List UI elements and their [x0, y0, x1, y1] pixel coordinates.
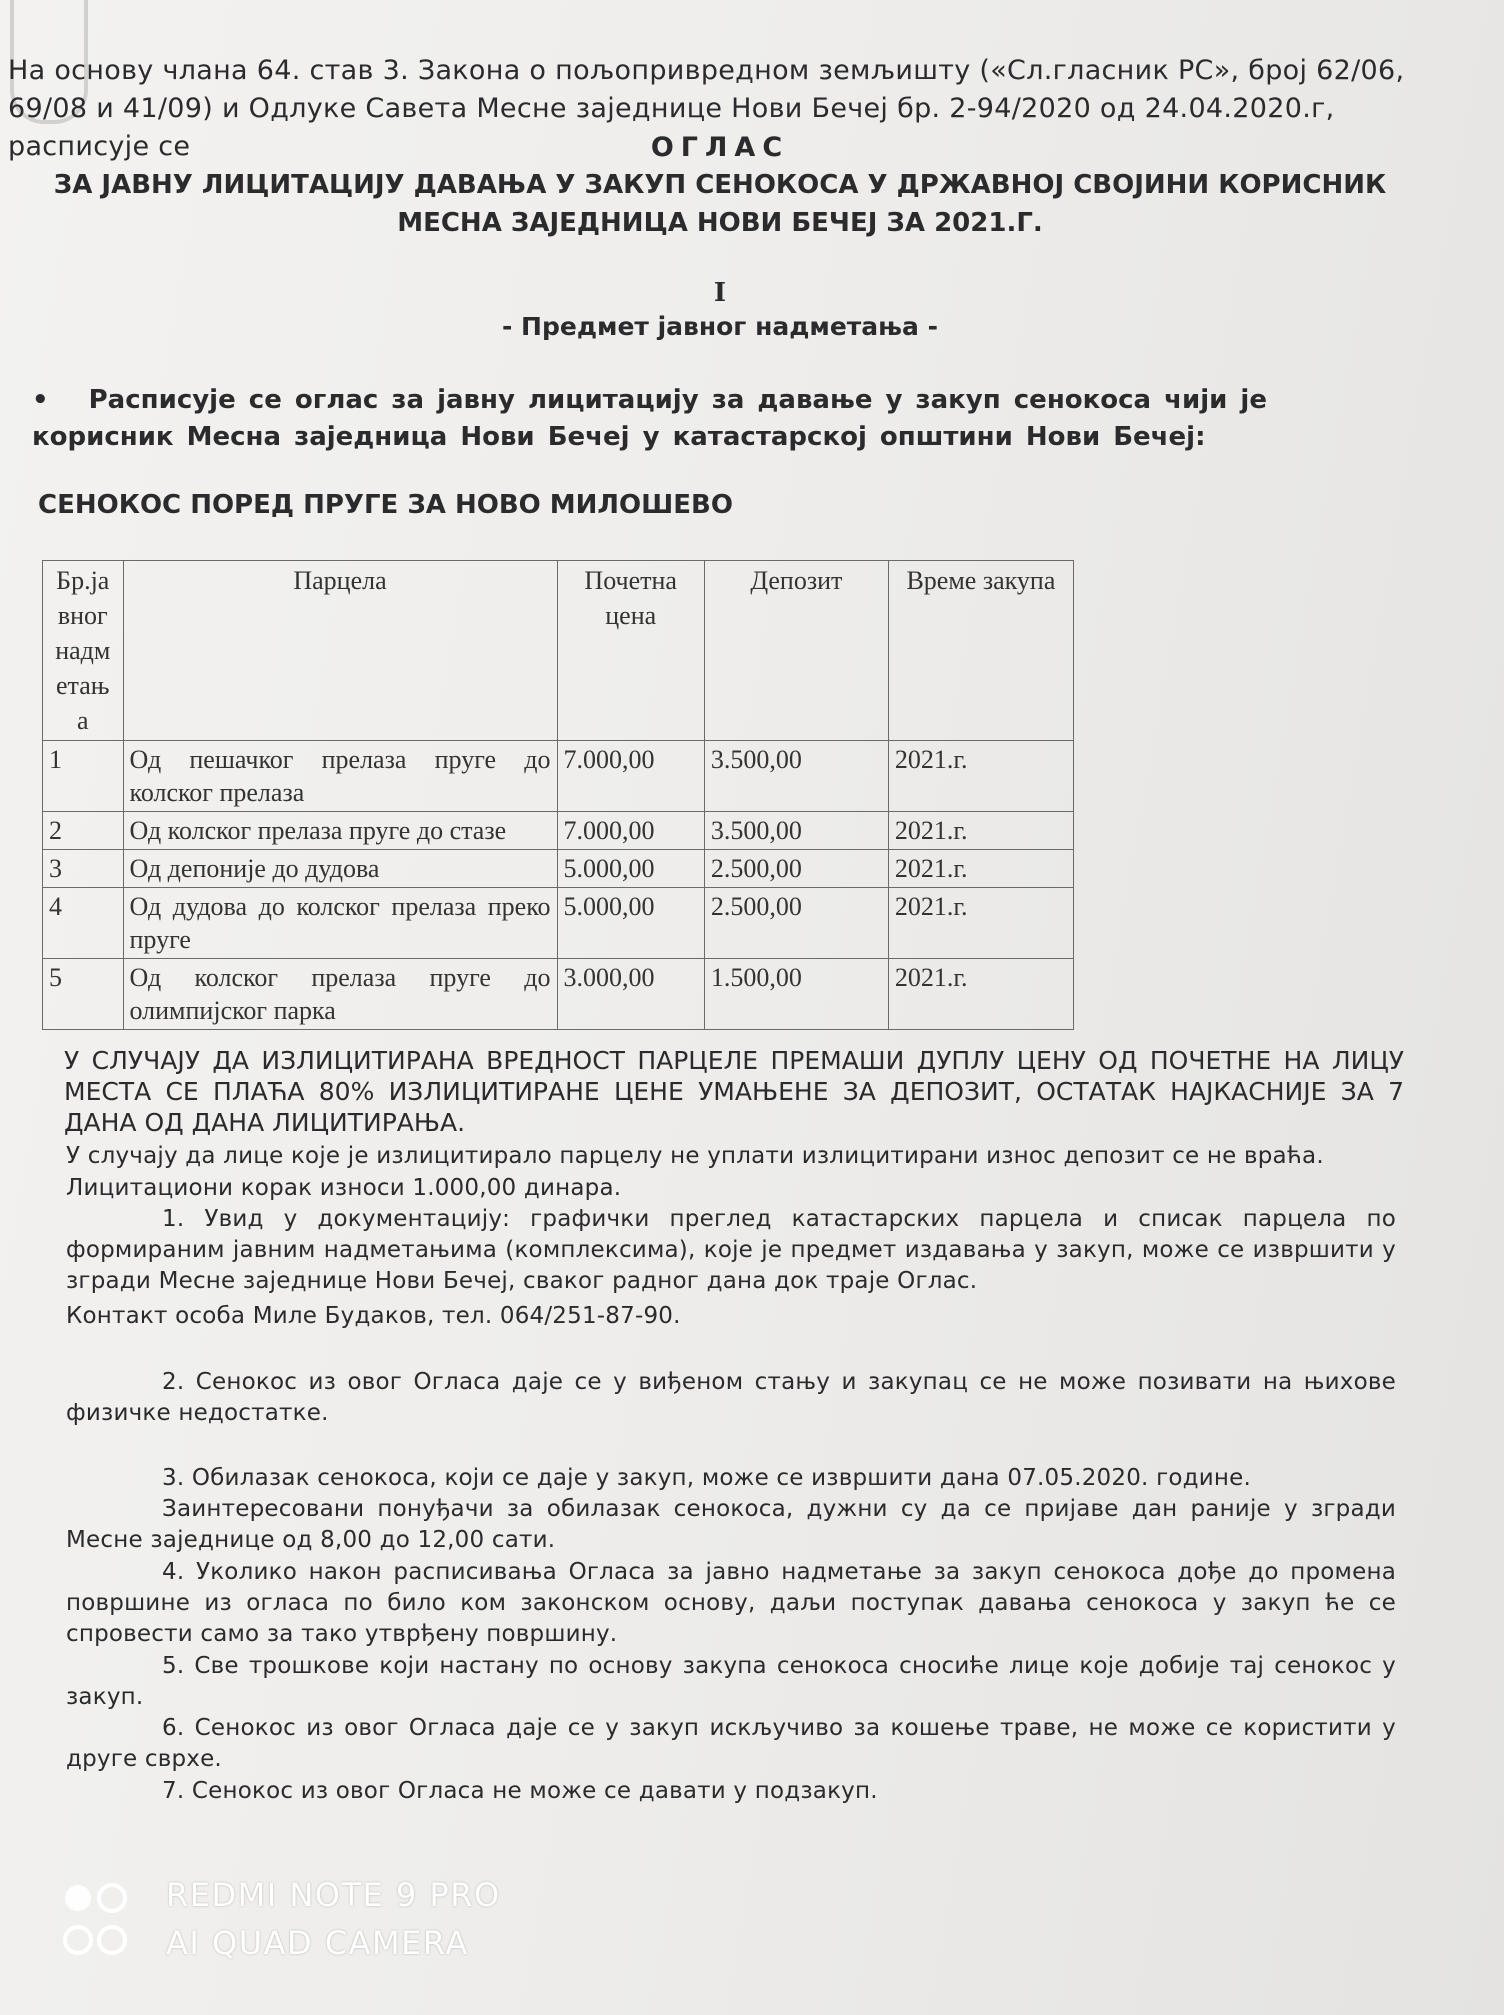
cell-parcel: Од колског прелаза пруге до стазе — [123, 812, 557, 850]
cell-number: 1 — [43, 741, 124, 812]
camera-lens-icon — [62, 1876, 134, 1972]
cell-parcel: Од колског прелаза пруге до олимпијског парка — [123, 959, 557, 1030]
intro-paragraph: На основу члана 64. став 3. Закона о пољопривредном земљишту («Сл.гласник РС», број 62/06, 69/08 и 41/09) и Одлуке Савета Месне заједнице Нови Бечеј бр. 2-94/2020 од 24.04.2020.г, расписује се — [8, 55, 1405, 162]
cell-parcel: Од пешачког прелаза пруге до колског прелаза — [123, 741, 557, 812]
table-row — [43, 741, 1074, 812]
cell-parcel: Од депоније до дудова — [123, 850, 557, 888]
item-4: 4. Уколико након расписивања Огласа за јавно надметање за закуп сенокоса дође до промена површине из огласа по било ком законском основу, даљи поступак давања сенокоса у закуп ће се спровести само за тако утврђену површину. — [66, 1559, 1396, 1647]
item-3: 3. Обилазак сенокоса, који се даје у закуп, може се извршити дана 07.05.2020. године. — [162, 1465, 1251, 1491]
cell-parcel: Од дудова до колског прелаза преко пруге — [123, 888, 557, 959]
cell-period: 2021.г. — [888, 888, 1073, 959]
section-number: I — [713, 278, 727, 308]
table-header-row — [43, 561, 1074, 741]
cell-price: 7.000,00 — [557, 812, 704, 850]
item-6: 6. Сенокос из овог Огласа даје се у закуп искључиво за кошење траве, не може се користити у друге сврхе. — [66, 1715, 1396, 1772]
header-period: Време закупа — [888, 561, 1073, 741]
cell-number: 3 — [43, 850, 124, 888]
document-title: ЗА ЈАВНУ ЛИЦИТАЦИЈУ ДАВАЊА У ЗАКУП СЕНОКОСА У ДРЖАВНОЈ СВОЈИНИ КОРИСНИК МЕСНА ЗАЈЕДНИЦА НОВИ БЕЧЕЈ ЗА 2021.Г. — [53, 170, 1387, 238]
cell-period: 2021.г. — [888, 741, 1073, 812]
document-heading: ОГЛАС — [650, 132, 790, 163]
cell-period: 2021.г. — [888, 959, 1073, 1030]
cell-deposit: 2.500,00 — [704, 850, 888, 888]
header-number: Бр.ја вног надм етањ а — [43, 561, 124, 741]
cell-deposit: 3.500,00 — [704, 741, 888, 812]
contact-line: Контакт особа Миле Будаков, тел. 064/251-87-90. — [66, 1303, 681, 1329]
table-row — [43, 812, 1074, 850]
header-parcel: Парцела — [123, 561, 557, 741]
cell-period: 2021.г. — [888, 812, 1073, 850]
step-note: Лицитациони корак износи 1.000,00 динара. — [66, 1175, 622, 1201]
cell-price: 5.000,00 — [557, 850, 704, 888]
header-price: Почетна цена — [557, 561, 704, 741]
item-2: 2. Сенокос из овог Огласа даје се у виђеном стању и закупац се не може позивати на њихове физичке недостатке. — [66, 1369, 1396, 1426]
caps-note: У СЛУЧАЈУ ДА ИЗЛИЦИТИРАНА ВРЕДНОСТ ПАРЦЕЛЕ ПРЕМАШИ ДУПЛУ ЦЕНУ ОД ПОЧЕТНЕ НА ЛИЦУ МЕСТА СЕ ПЛАЋА 80% ИЗЛИЦИТИРАНЕ ЦЕНЕ УМАЊЕНЕ ЗА ДЕПОЗИТ, ОСТАТАК НАЈКАСНИЈЕ ЗА 7 ДАНА ОД ДАНА ЛИЦИТИРАЊА. — [64, 1046, 1404, 1137]
cell-number: 2 — [43, 812, 124, 850]
table-row — [43, 850, 1074, 888]
cell-deposit: 3.500,00 — [704, 812, 888, 850]
section-title: - Предмет јавног надметања - — [501, 312, 939, 341]
cell-period: 2021.г. — [888, 850, 1073, 888]
cell-price: 5.000,00 — [557, 888, 704, 959]
header-deposit: Депозит — [704, 561, 888, 741]
item-3-details: Заинтересовани понуђачи за обилазак сенокоса, дужни су да се пријаве дан раније у згради Месне заједнице од 8,00 до 12,00 сати. — [66, 1496, 1396, 1553]
bullet-paragraph — [32, 382, 1412, 456]
lot-heading: СЕНОКОС ПОРЕД ПРУГЕ ЗА НОВО МИЛОШЕВО — [38, 490, 733, 520]
bullet-paragraph-text: Расписује се оглас за јавну лицитацију за давање у закуп сенокоса чији је корисник Месна заједница Нови Бечеј у катастарској општини Нови Бечеј: — [32, 385, 1267, 452]
lots-table — [42, 560, 1074, 1030]
watermark-model: REDMI NOTE 9 PRO — [166, 1876, 501, 1914]
table-row — [43, 959, 1074, 1030]
cell-deposit: 2.500,00 — [704, 888, 888, 959]
cell-number: 5 — [43, 959, 124, 1030]
item-1: 1. Увид у документацију: графички преглед катастарских парцела и списак парцела по формираним јавним надметањима (комплексима), које је предмет издавања у закуп, може се извршити у згради Месне заједнице Нови Бечеј, сваког радног дана док траје Оглас. — [66, 1206, 1396, 1294]
item-5: 5. Све трошкове који настану по основу закупа сенокоса сносиће лице које добије тај сенокос у закуп. — [66, 1653, 1396, 1710]
item-7: 7. Сенокос из овог Огласа не може се давати у подзакуп. — [162, 1778, 878, 1804]
cell-price: 3.000,00 — [557, 959, 704, 1030]
cell-deposit: 1.500,00 — [704, 959, 888, 1030]
cell-price: 7.000,00 — [557, 741, 704, 812]
bullet-icon: • — [32, 385, 49, 415]
cell-number: 4 — [43, 888, 124, 959]
watermark-camera: AI QUAD CAMERA — [166, 1924, 469, 1962]
deposit-note: У случају да лице које је излицитирало парцелу не уплати излицитирани износ депозит се не враћа. — [66, 1143, 1324, 1169]
table-row — [43, 888, 1074, 959]
